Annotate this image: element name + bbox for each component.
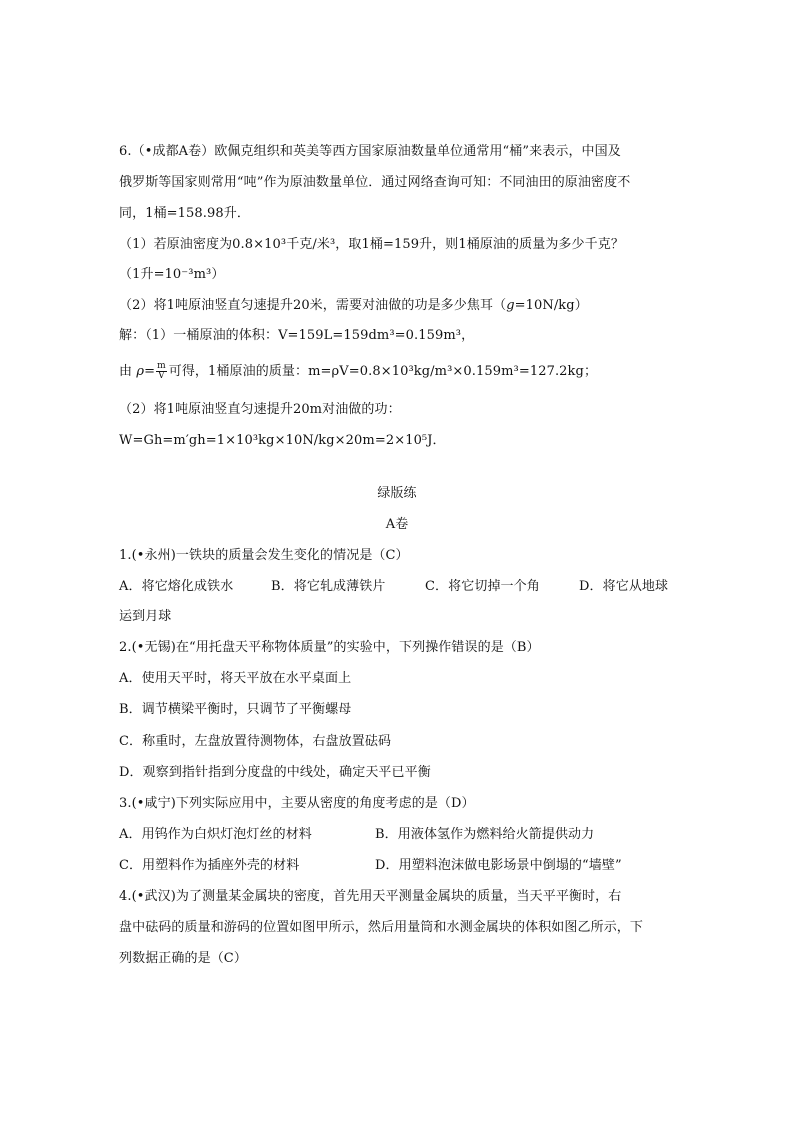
q6-sub2-prefix: （2）将1吨原油竖直匀速提升20米，需要对油做的功是多少焦耳（: [119, 298, 507, 313]
q6-sub2-suffix: =10N/kg）: [514, 298, 588, 313]
q6-solution-rho: ρ=: [136, 364, 156, 379]
q6-solution-line-3: （2）将1吨原油竖直匀速提升20m对油做的功：: [119, 402, 401, 417]
section-subtitle: A卷: [385, 517, 409, 532]
q6-sub1-line-1: （1）若原油密度为0.8×10³千克/米³，取1桶=159升，则1桶原油的质量为多少千克？: [119, 237, 624, 252]
q2-option-c: C．称重时，左盘放置待测物体，右盘放置砝码: [119, 734, 392, 749]
q6-solution-post: 可得，1桶原油的质量：m=ρV=0.8×10³kg/m³×0.159m³=127.2kg；: [168, 364, 598, 379]
q4-line-3: 列数据正确的是（C）: [119, 951, 247, 966]
q1-option-d-continued: 运到月球: [119, 609, 172, 624]
section-title: 绿版练: [377, 486, 417, 501]
q6-line-3: 同，1桶=158.98升．: [119, 206, 250, 221]
fraction-denominator: V: [158, 371, 165, 381]
q3-option-d: D．用塑料泡沫做电影场景中倒塌的“墙壁”: [375, 858, 622, 873]
q3-option-b: B．用液体氢作为燃料给火箭提供动力: [375, 827, 595, 842]
fraction-numerator: m: [157, 361, 166, 371]
q6-solution-line-4: W=Gh=m′gh=1×10³kg×10N/kg×20m=2×10⁵J．: [119, 433, 446, 448]
q3-stem: 3.(•咸宁)下列实际应用中，主要从密度的角度考虑的是（D）: [119, 796, 475, 811]
q6-solution-line-2: [119, 362, 597, 381]
q6-solution-line-1: 解：（1）一桶原油的体积：V=159L=159dm³=0.159m³，: [119, 328, 475, 343]
q4-line-2: 盘中砝码的质量和游码的位置如图甲所示，然后用量筒和水测金属块的体积如图乙所示，下: [119, 920, 644, 935]
q6-sub2-g: g: [506, 298, 515, 313]
q2-option-d: D．观察到指针指到分度盘的中线处，确定天平已平衡: [119, 765, 431, 780]
q1-option-d: D．将它从地球: [579, 579, 669, 594]
q6-sub2: [119, 297, 588, 315]
q3-option-a: A．用钨作为白炽灯泡灯丝的材料: [119, 827, 312, 842]
q4-line-1: 4.(•武汉)为了测量某金属块的密度，首先用天平测量金属块的质量，当天平平衡时，右: [119, 889, 622, 904]
q2-option-b: B．调节横梁平衡时，只调节了平衡螺母: [119, 702, 352, 717]
q6-solution-pre: 由: [119, 364, 133, 379]
q1-stem: 1.(•永州)一铁块的质量会发生变化的情况是（C）: [119, 548, 409, 563]
q6-line-2: 俄罗斯等国家则常用“吨”作为原油数量单位．通过网络查询可知：不同油田的原油密度不: [119, 175, 631, 190]
q6-sub1-line-2: （1升=10⁻³m³）: [119, 267, 225, 282]
q6-line-1: 6.（•成都A卷）欧佩克组织和英美等西方国家原油数量单位通常用“桶”来表示，中国及: [119, 144, 621, 159]
q3-option-c: C．用塑料作为插座外壳的材料: [119, 858, 300, 873]
q1-option-b: B．将它轧成薄铁片: [271, 579, 386, 594]
q2-stem: 2.(•无锡)在“用托盘天平称物体质量”的实验中，下列操作错误的是（B）: [119, 640, 540, 655]
q1-option-c: C．将它切掉一个角: [425, 579, 540, 594]
density-fraction: [156, 362, 167, 381]
q1-option-a: A．将它熔化成铁水: [119, 579, 234, 594]
q2-option-a: A．使用天平时，将天平放在水平桌面上: [119, 671, 352, 686]
